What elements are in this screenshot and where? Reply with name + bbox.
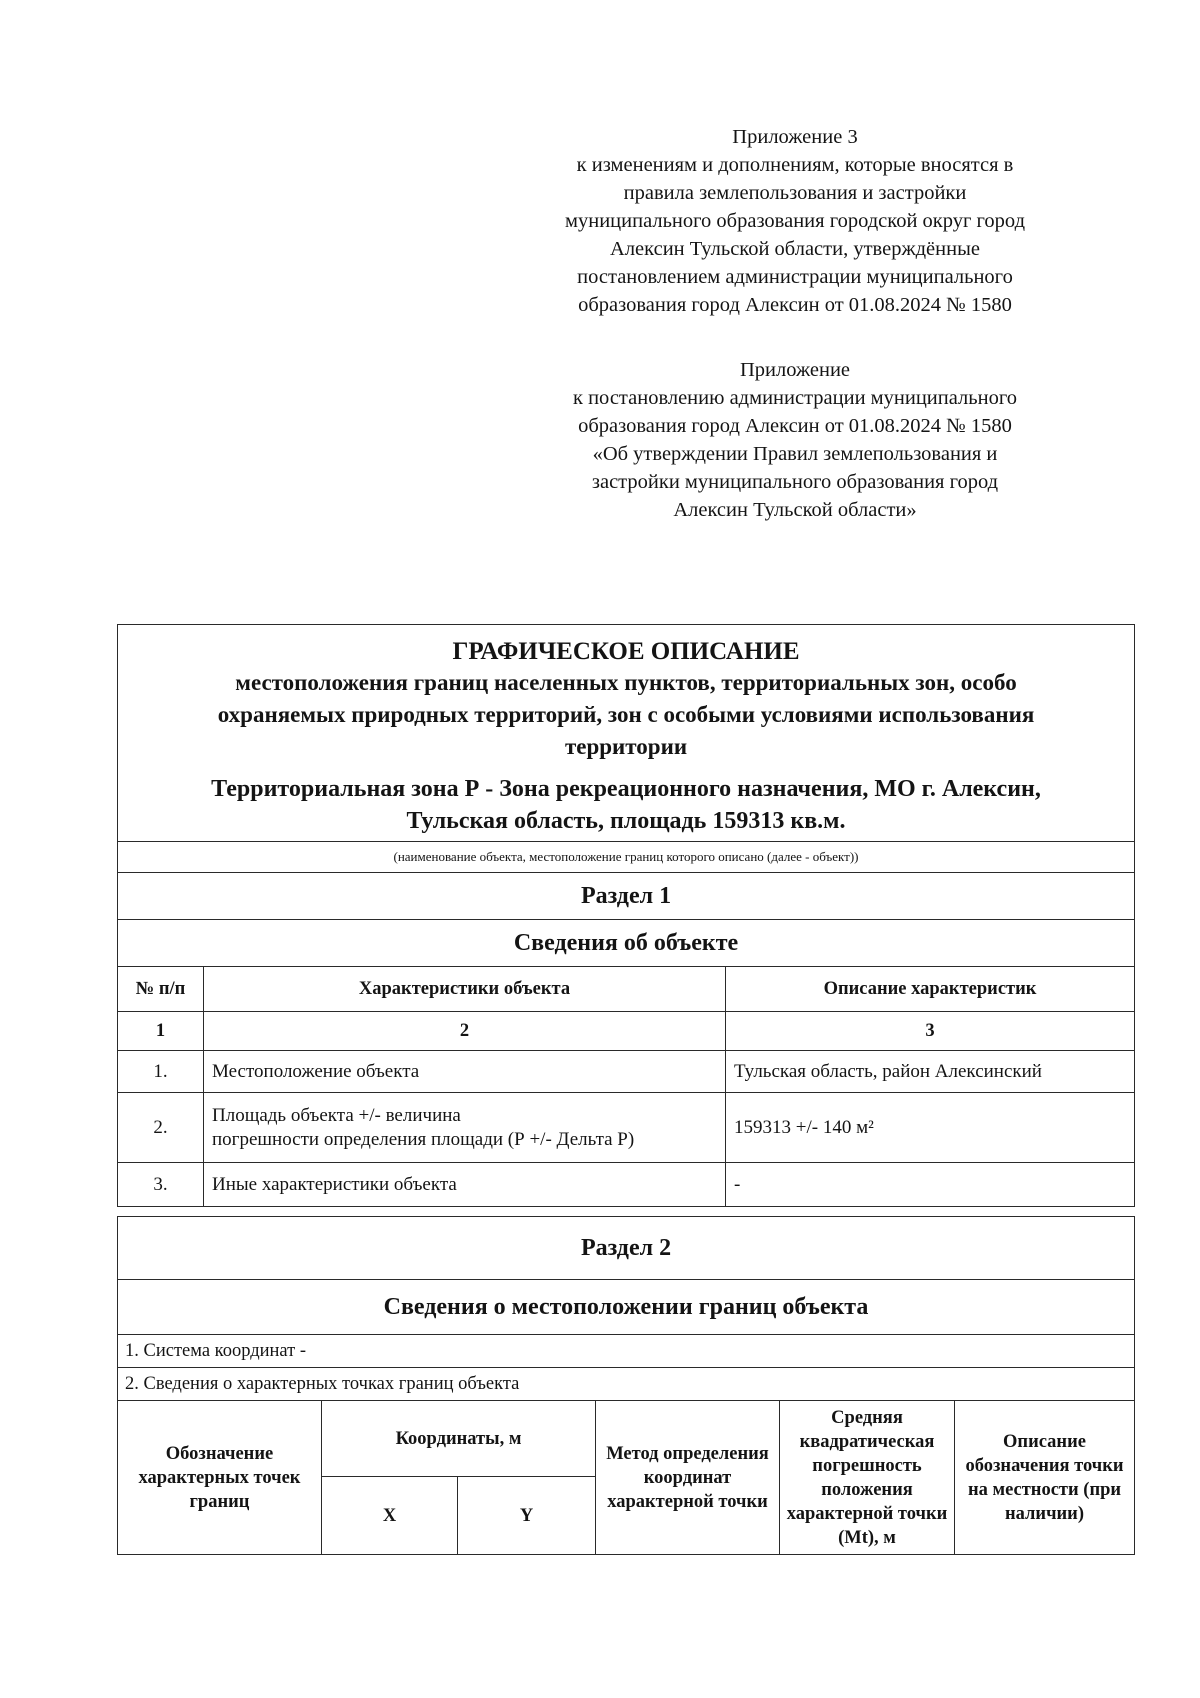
row-characteristic-line: погрешности определения площади (Р +/- Дельта Р)	[212, 1128, 635, 1150]
section2-subtitle: Сведения о местоположении границ объекта	[118, 1280, 1135, 1335]
header-accuracy: Средняя квадратическая погрешность положения характерной точки (Mt), м	[780, 1401, 955, 1555]
col-header-description: Описание характеристик	[726, 967, 1135, 1012]
document-subtitle-line: территории	[564, 734, 688, 759]
appendix-main-line: застройки муниципального образования город	[591, 471, 999, 493]
document-title-block	[118, 625, 1135, 842]
coordinate-system-row: 1. Система координат -	[118, 1335, 1135, 1368]
document-title: ГРАФИЧЕСКОЕ ОПИСАНИЕ	[452, 638, 800, 665]
zone-title-line: Тульская область, площадь 159313 кв.м.	[406, 808, 846, 834]
header-coordinates: Координаты, м	[322, 1401, 596, 1477]
row-description: -	[726, 1163, 1135, 1207]
appendix-3-line: постановлением администрации муниципального	[577, 266, 1013, 288]
document-subtitle	[118, 667, 1134, 763]
appendix-3-line: Алексин Тульской области, утверждённые	[610, 238, 980, 260]
header-y: Y	[458, 1477, 596, 1555]
zone-title	[118, 763, 1134, 841]
section2-table	[117, 1216, 1135, 1555]
appendix-3-line: правила землепользования и застройки	[623, 182, 967, 204]
section2-title: Раздел 2	[118, 1217, 1135, 1280]
section1-title: Раздел 1	[118, 873, 1135, 920]
appendix-main-line: к постановлению администрации муниципального	[573, 387, 1017, 409]
appendix-3-line: к изменениям и дополнениям, которые вносятся в	[576, 154, 1014, 176]
header-point-description: Описание обозначения точки на местности (при наличии)	[955, 1401, 1135, 1555]
row-description: 159313 +/- 140 м²	[726, 1093, 1135, 1163]
appendix-main-line: Алексин Тульской области»	[673, 499, 917, 521]
header-point-designation: Обозначение характерных точек границ	[118, 1401, 322, 1555]
appendix-main-line: образования город Алексин от 01.08.2024 № 1580	[578, 415, 1012, 437]
object-caption: (наименование объекта, местоположение границ которого описано (далее - объект))	[118, 842, 1135, 873]
appendix-3-line: муниципального образования городской округ город	[565, 210, 1025, 232]
header-method: Метод определения координат характерной точки	[596, 1401, 780, 1555]
row-characteristic: Местоположение объекта	[204, 1051, 726, 1093]
points-info-row: 2. Сведения о характерных точках границ объекта	[118, 1368, 1135, 1401]
row-characteristic-line: Площадь объекта +/- величина	[212, 1104, 461, 1126]
row-number: 3.	[118, 1163, 204, 1207]
table-row	[118, 1163, 1135, 1207]
appendix-main-line: «Об утверждении Правил землепользования и	[592, 443, 998, 465]
header-x: X	[322, 1477, 458, 1555]
row-number: 1.	[118, 1051, 204, 1093]
col-number-label: 3	[726, 1012, 1135, 1051]
appendix-main-header	[505, 356, 1085, 524]
zone-title-line: Территориальная зона Р - Зона рекреационного назначения, МО г. Алексин,	[211, 776, 1041, 802]
col-number-label: 2	[204, 1012, 726, 1051]
appendix-main-line: Приложение	[739, 359, 851, 381]
col-header-characteristic: Характеристики объекта	[204, 967, 726, 1012]
section1-table	[117, 624, 1135, 1207]
col-header-number: № п/п	[118, 967, 204, 1012]
appendix-3-line: образования город Алексин от 01.08.2024 № 1580	[578, 294, 1012, 316]
document-subtitle-line: местоположения границ населенных пунктов, территориальных зон, особо	[235, 670, 1017, 695]
appendix-3-line: Приложение 3	[732, 126, 858, 148]
col-number-label: 1	[118, 1012, 204, 1051]
row-characteristic: Иные характеристики объекта	[204, 1163, 726, 1207]
row-description: Тульская область, район Алексинский	[726, 1051, 1135, 1093]
row-characteristic	[204, 1093, 726, 1163]
table-row	[118, 1051, 1135, 1093]
section1-subtitle: Сведения об объекте	[118, 920, 1135, 967]
row-number: 2.	[118, 1093, 204, 1163]
table-row	[118, 1093, 1135, 1163]
document-subtitle-line: охраняемых природных территорий, зон с особыми условиями использования	[217, 702, 1035, 727]
appendix-3-header	[500, 123, 1090, 319]
